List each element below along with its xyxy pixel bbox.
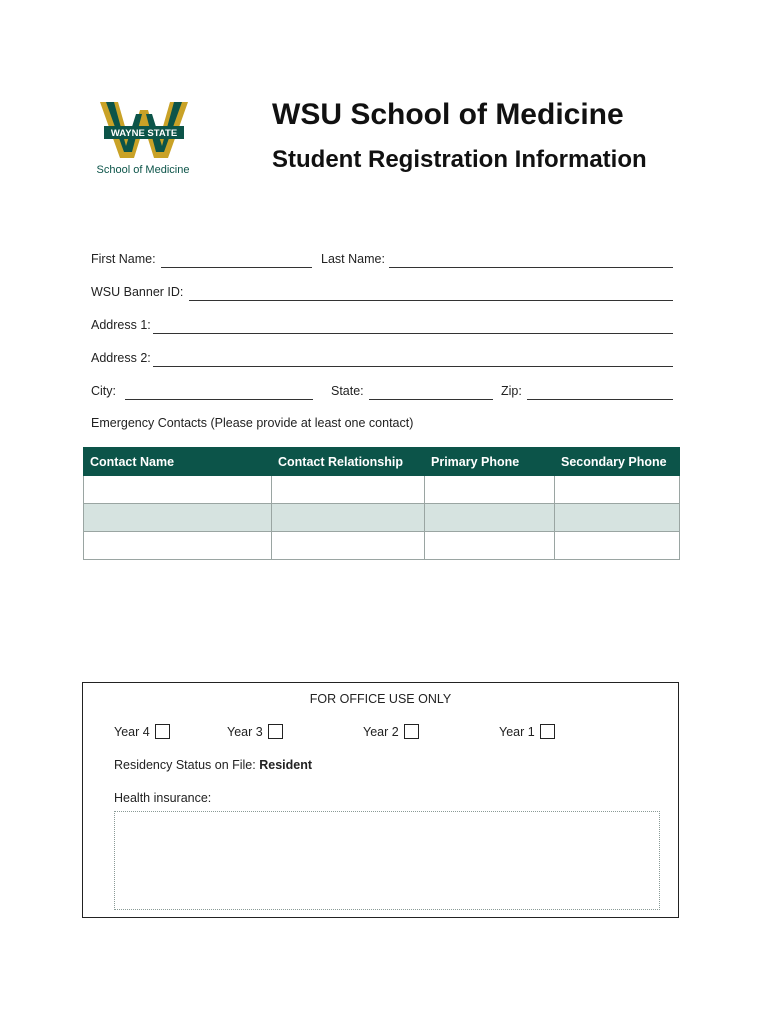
banner-id-label: WSU Banner ID: (91, 285, 184, 299)
city-state-zip-row (91, 384, 675, 402)
address1-label: Address 1: (91, 318, 151, 332)
health-insurance-label: Health insurance: (114, 791, 212, 805)
last-name-label: Last Name: (321, 252, 385, 266)
zip-field[interactable] (527, 399, 673, 400)
secondary-phone-cell[interactable] (555, 532, 680, 560)
health-insurance-field[interactable] (114, 811, 660, 910)
year-4-option (114, 724, 170, 739)
table-row (84, 504, 680, 532)
residency-value: Resident (259, 758, 313, 772)
last-name-field[interactable] (389, 267, 673, 268)
contact-relationship-cell[interactable] (272, 476, 425, 504)
year-3-label: Year 3 (227, 724, 263, 739)
residency-status (114, 758, 312, 772)
col-contact-relationship: Contact Relationship (272, 448, 425, 476)
wayne-state-w-icon (96, 100, 192, 162)
contact-name-cell[interactable] (84, 504, 272, 532)
address1-row (91, 318, 675, 336)
year-4-checkbox[interactable] (155, 724, 170, 739)
secondary-phone-cell[interactable] (555, 476, 680, 504)
address2-label: Address 2: (91, 351, 151, 365)
contact-name-cell[interactable] (84, 532, 272, 560)
city-label: City: (91, 384, 116, 398)
contact-name-cell[interactable] (84, 476, 272, 504)
first-name-field[interactable] (161, 267, 312, 268)
page-title: WSU School of Medicine (272, 98, 624, 131)
wayne-state-logo (90, 100, 200, 180)
banner-id-field[interactable] (189, 300, 673, 301)
page-subtitle: Student Registration Information (272, 146, 647, 173)
year-1-option (499, 724, 555, 739)
col-contact-name: Contact Name (84, 448, 272, 476)
col-primary-phone: Primary Phone (425, 448, 555, 476)
emergency-contacts-heading: Emergency Contacts (Please provide at least one contact) (91, 416, 414, 430)
primary-phone-cell[interactable] (425, 532, 555, 560)
primary-phone-cell[interactable] (425, 504, 555, 532)
year-2-option (363, 724, 419, 739)
name-row (91, 252, 675, 270)
year-2-label: Year 2 (363, 724, 399, 739)
office-use-box (82, 682, 679, 918)
residency-label: Residency Status on File: (114, 758, 256, 772)
address1-field[interactable] (153, 333, 673, 334)
table-row (84, 532, 680, 560)
logo-caption: School of Medicine (96, 164, 190, 176)
table-header-row (84, 448, 680, 476)
contact-relationship-cell[interactable] (272, 504, 425, 532)
address2-field[interactable] (153, 366, 673, 367)
col-secondary-phone: Secondary Phone (555, 448, 680, 476)
state-label: State: (331, 384, 364, 398)
table-row (84, 476, 680, 504)
year-3-option (227, 724, 283, 739)
year-1-checkbox[interactable] (540, 724, 555, 739)
state-field[interactable] (369, 399, 493, 400)
contact-relationship-cell[interactable] (272, 532, 425, 560)
first-name-label: First Name: (91, 252, 156, 266)
banner-id-row (91, 285, 675, 303)
primary-phone-cell[interactable] (425, 476, 555, 504)
year-2-checkbox[interactable] (404, 724, 419, 739)
address2-row (91, 351, 675, 369)
office-use-title: FOR OFFICE USE ONLY (309, 692, 452, 706)
svg-text:WAYNE STATE: WAYNE STATE (110, 128, 178, 139)
year-3-checkbox[interactable] (268, 724, 283, 739)
emergency-contacts-table (83, 447, 680, 560)
year-1-label: Year 1 (499, 724, 535, 739)
secondary-phone-cell[interactable] (555, 504, 680, 532)
zip-label: Zip: (501, 384, 522, 398)
year-4-label: Year 4 (114, 724, 150, 739)
city-field[interactable] (125, 399, 313, 400)
